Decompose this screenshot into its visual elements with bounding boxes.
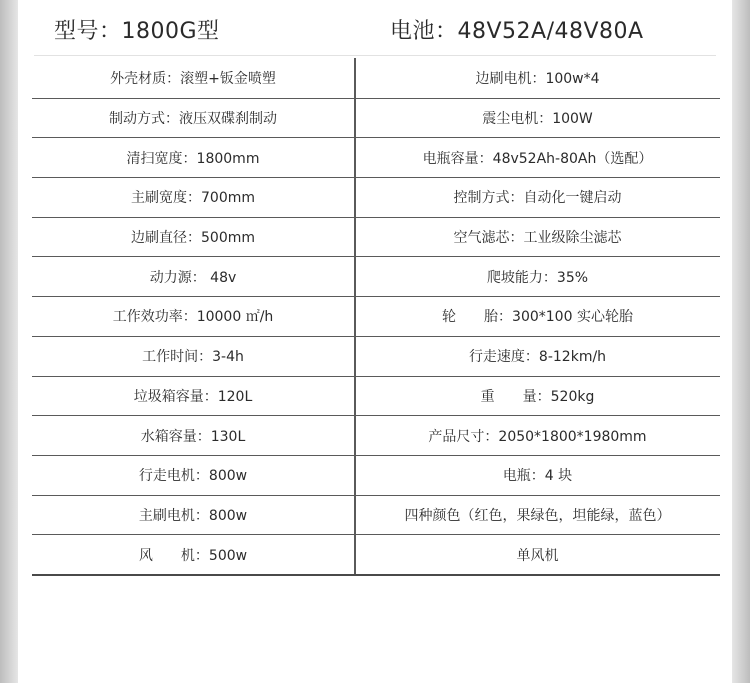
- spec-cell-left: 工作效功率：10000 ㎡/h: [112, 309, 274, 326]
- spec-cell-left: 水箱容量：130L: [140, 428, 246, 445]
- spec-cell-left: 主刷宽度：700mm: [131, 190, 255, 207]
- spec-cell-right: 电瓶：4 块: [502, 468, 573, 485]
- spec-cell-left: 制动方式：液压双碟刹制动: [109, 111, 277, 128]
- spec-cell-right: 四种颜色（红色，果绿色，坦能绿，蓝色）: [404, 507, 671, 524]
- spec-cell-right: 震尘电机：100W: [482, 111, 593, 128]
- spec-row: [32, 256, 720, 296]
- spec-cell-right: 爬坡能力：35%: [486, 269, 589, 286]
- spec-row: [32, 415, 720, 455]
- spec-cell-right: 控制方式：自动化一键启动: [453, 190, 622, 207]
- spec-cell-left: 行走电机：800w: [138, 468, 248, 485]
- spec-row: [32, 495, 720, 535]
- spec-cell-right: 行走速度：8-12km/h: [468, 349, 607, 366]
- header-divider: [34, 55, 716, 56]
- spec-row: [32, 336, 720, 376]
- spec-cell-right: 重 量：520kg: [480, 388, 595, 405]
- spec-cell-right: 产品尺寸：2050*1800*1980mm: [428, 428, 647, 445]
- spec-row: [32, 58, 720, 98]
- spec-cell-left: 边刷直径：500mm: [131, 230, 255, 247]
- spec-cell-left: 主刷电机：800w: [138, 507, 248, 524]
- page-margin-left: [0, 0, 18, 683]
- spec-cell-left: 垃圾箱容量：120L: [133, 388, 253, 405]
- spec-row: [32, 137, 720, 177]
- spec-cell-left: 风 机：500w: [138, 547, 248, 564]
- battery-title: 电池：48V52A/48V80A: [390, 19, 644, 44]
- spec-row: [32, 455, 720, 495]
- spec-row: [32, 98, 720, 138]
- spec-row: [32, 217, 720, 257]
- spec-header: [18, 0, 732, 56]
- spec-row: [32, 376, 720, 416]
- spec-sheet: [18, 0, 732, 683]
- page-margin-right: [732, 0, 750, 683]
- model-title: 型号：1800G型: [54, 19, 220, 44]
- spec-row: [32, 534, 720, 574]
- spec-cell-right: 轮 胎：300*100 实心轮胎: [442, 309, 633, 326]
- spec-cell-left: 外壳材质：滚塑+钣金喷塑: [110, 70, 276, 87]
- spec-row: [32, 177, 720, 217]
- spec-cell-right: 电瓶容量：48v52Ah-80Ah（选配）: [422, 150, 653, 167]
- spec-cell-right: 空气滤芯：工业级除尘滤芯: [453, 230, 622, 247]
- spec-cell-right: 单风机: [516, 547, 559, 564]
- spec-table: [32, 58, 720, 576]
- spec-cell-left: 工作时间：3-4h: [142, 349, 244, 366]
- spec-row: [32, 296, 720, 336]
- spec-cell-left: 动力源： 48v: [149, 269, 237, 286]
- spec-cell-right: 边刷电机：100w*4: [475, 70, 600, 87]
- spec-cell-left: 清扫宽度：1800mm: [126, 150, 260, 167]
